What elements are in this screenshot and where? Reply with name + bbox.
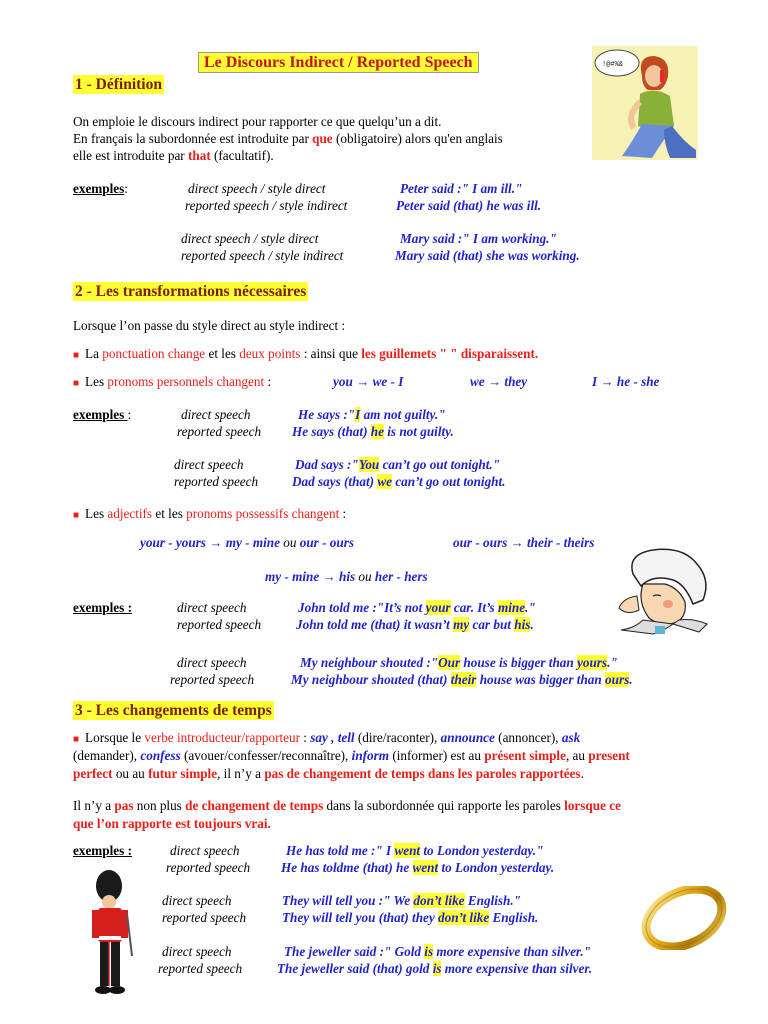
text: de changement de temps (185, 798, 324, 813)
s1-ex4-right: Mary said (that) she was working. (395, 248, 580, 263)
s2-ex3-left: direct speech (174, 457, 244, 472)
s1-ex1-right: Peter said :" I am ill." (400, 181, 523, 196)
s3-ex5-left: direct speech (162, 944, 232, 959)
s1-ex4-left: reported speech / style indirect (181, 248, 344, 263)
colon: : (127, 407, 132, 422)
highlight: I (355, 407, 361, 422)
highlight: their (450, 672, 477, 687)
highlight: mine (497, 600, 526, 615)
text: . (530, 617, 534, 632)
s2-ex4-left: reported speech (174, 474, 259, 489)
bullet-icon: ■ (73, 378, 80, 389)
s3-ex2-right (281, 860, 554, 875)
text: English. (489, 910, 539, 925)
s3-ex4-right (282, 910, 538, 925)
text: Les (85, 374, 108, 389)
text: (annoncer), (494, 730, 562, 745)
s3-ex6-left: reported speech (158, 961, 243, 976)
highlight: Our (438, 655, 461, 670)
text: her - hers (374, 569, 428, 584)
s3-ex2-left: reported speech (166, 860, 251, 875)
section-1-heading-text: 1 - Définition (75, 76, 162, 93)
s3-ex4-left: reported speech (162, 910, 247, 925)
examples-label: exemples (73, 181, 125, 196)
text: ou (358, 569, 372, 584)
text: lorsque ce (564, 798, 621, 813)
text: My neighbour shouted :" (300, 655, 439, 670)
highlight: went (394, 843, 421, 858)
s2-bullet-punctuation (73, 346, 538, 362)
highlight: yours (577, 655, 608, 670)
s3-p2-line1 (73, 798, 621, 813)
text: , il n’y a (217, 766, 265, 781)
text: to London yesterday." (420, 843, 544, 858)
gold-ring-illustration (640, 886, 730, 950)
text: pas (114, 798, 134, 813)
text: They will tell you (that) they (282, 910, 439, 925)
text: elle est introduite par (73, 148, 188, 163)
text: my - mine → his (265, 569, 356, 584)
possessive-row-2: our - ours → their - theirs (453, 535, 595, 550)
that-keyword: that (188, 148, 211, 163)
text: (avouer/confesser/reconnaître), (180, 748, 352, 763)
text: John told me :"It’s not (298, 600, 426, 615)
s3-p1-line3 (73, 766, 584, 781)
s2-ex8-right (291, 672, 633, 687)
text: He has told me :" I (286, 843, 395, 858)
text: English." (464, 893, 521, 908)
s2-ex5-right (298, 600, 536, 615)
s3-p1-line2 (73, 748, 630, 763)
text: : (264, 374, 272, 389)
text: can’t go out tonight. (392, 474, 506, 489)
s2-ex7-right (300, 655, 618, 670)
text: (dire/raconter), (354, 730, 441, 745)
text: They will tell you :" We (282, 893, 414, 908)
royal-guard-illustration (88, 870, 134, 1000)
s3-ex6-right (277, 961, 592, 976)
text: your - yours → my - mine (140, 535, 280, 550)
text: perfect (73, 766, 113, 781)
bullet-icon: ■ (73, 734, 80, 745)
s1-ex3-right: Mary said :" I am working." (400, 231, 557, 246)
s1-ex3-left: direct speech / style direct (181, 231, 319, 246)
shouting-man-illustration (613, 544, 713, 636)
s2-ex6-right (296, 617, 534, 632)
text: (demander), (73, 748, 141, 763)
text: our - ours (299, 535, 354, 550)
s3-examples-label (73, 843, 132, 858)
text: pas de changement de temps dans les paroles rapportées (264, 766, 581, 781)
section-1-heading (73, 76, 164, 94)
colon: : (124, 181, 128, 196)
highlight: your (425, 600, 451, 615)
text: et les (152, 506, 187, 521)
text: house is bigger than (460, 655, 578, 670)
highlight: is (432, 961, 442, 976)
text: John told me (that) it wasn’t (296, 617, 454, 632)
s1-paragraph-line2 (73, 131, 503, 146)
text: (facultatif). (210, 148, 274, 163)
section-3-heading (73, 702, 274, 720)
text: Les (85, 506, 108, 521)
text: ou au (112, 766, 149, 781)
text: présent simple (484, 748, 566, 763)
possessive-row-1 (140, 535, 354, 550)
text: : ainsi que (300, 346, 362, 361)
text: The jeweller said (that) gold (277, 961, 433, 976)
text: more expensive than silver. (441, 961, 593, 976)
possessive-row-3 (265, 569, 428, 584)
text: confess (140, 748, 181, 763)
s2-ex2-right (292, 424, 454, 439)
s3-ex5-right (284, 944, 591, 959)
highlight: we (377, 474, 393, 489)
highlight: his (514, 617, 531, 632)
s2-ex1-left: direct speech (181, 407, 251, 422)
text: am not guilty." (360, 407, 446, 422)
s1-examples-label (73, 181, 128, 196)
text: present (588, 748, 630, 763)
s2-bullet-pronouns (73, 374, 271, 390)
text: En français la subordonnée est introduite par (73, 131, 313, 146)
que-keyword: que (312, 131, 333, 146)
examples-label: exemples : (73, 843, 132, 858)
text: ." (525, 600, 536, 615)
text: : (339, 506, 347, 521)
examples-label: exemples (73, 407, 128, 422)
s2-ex3-right (295, 457, 500, 472)
text: verbe introducteur/rapporteur (144, 730, 300, 745)
text: to London yesterday. (438, 860, 555, 875)
highlight: don’t like (438, 910, 490, 925)
text: ask (561, 730, 581, 745)
s3-p2-line2 (73, 816, 271, 831)
page-title (198, 54, 479, 72)
woman-phone-illustration (592, 46, 698, 160)
pronoun-pair-2: we → they (470, 374, 528, 389)
text: , au (565, 748, 589, 763)
text: (obligatoire) alors qu'en anglais (332, 131, 503, 146)
bullet-icon: ■ (73, 350, 80, 361)
s3-p1-line1 (73, 730, 580, 746)
s2-ex4-right (292, 474, 505, 489)
pronoun-pair-1: you → we - I (333, 374, 404, 389)
highlight: my (453, 617, 470, 632)
text: car but (469, 617, 515, 632)
s2-intro: Lorsque l’on passe du style direct au style indirect : (73, 318, 346, 333)
text: que l’on rapporte est toujours vrai. (73, 816, 271, 831)
text: . (580, 766, 584, 781)
highlight: he (370, 424, 384, 439)
text: more expensive than silver." (433, 944, 591, 959)
bullet-icon: ■ (73, 510, 80, 521)
s2-ex2-left: reported speech (177, 424, 262, 439)
text: non plus (133, 798, 186, 813)
text: Lorsque le (85, 730, 145, 745)
s1-ex1-left: direct speech / style direct (188, 181, 326, 196)
text: Dad says (that) (292, 474, 378, 489)
highlight: went (412, 860, 439, 875)
highlight: You (358, 457, 380, 472)
text: : (300, 730, 311, 745)
highlight: don’t like (413, 893, 465, 908)
text: He has toldme (that) he (281, 860, 413, 875)
text: inform (351, 748, 390, 763)
text: dans la subordonnée qui rapporte les paroles (323, 798, 565, 813)
text: futur simple (148, 766, 218, 781)
text: Dad says :" (295, 457, 359, 472)
text: can’t go out tonight." (379, 457, 501, 472)
text: adjectifs (107, 506, 153, 521)
s1-ex2-right: Peter said (that) he was ill. (396, 198, 542, 213)
text: He says :" (298, 407, 356, 422)
highlight: ours (605, 672, 630, 687)
text: say , tell (310, 730, 355, 745)
text: ponctuation change (102, 346, 206, 361)
text: is not guilty. (383, 424, 454, 439)
text: car. It’s (450, 600, 498, 615)
s2-examples-label-2 (73, 600, 132, 615)
highlight: is (424, 944, 434, 959)
text: The jeweller said :" Gold (284, 944, 425, 959)
text: ou (283, 535, 297, 550)
s2-ex7-left: direct speech (177, 655, 247, 670)
section-2-heading-text: 2 - Les transformations nécessaires (75, 283, 307, 300)
text: . (629, 672, 633, 687)
text: les guillemets " " disparaissent. (361, 346, 539, 361)
page-title-text: Le Discours Indirect / Reported Speech (198, 52, 479, 73)
s3-ex1-left: direct speech (170, 843, 240, 858)
s2-ex1-right (298, 407, 446, 422)
text: He says (that) (292, 424, 371, 439)
s2-bullet-possessives (73, 506, 346, 522)
s2-examples-label (73, 407, 131, 422)
text: ." (607, 655, 618, 670)
text: My neighbour shouted (that) (291, 672, 451, 687)
section-3-heading-text: 3 - Les changements de temps (75, 702, 272, 719)
s2-ex5-left: direct speech (177, 600, 247, 615)
s2-ex8-left: reported speech (170, 672, 255, 687)
s2-ex6-left: reported speech (177, 617, 262, 632)
text: announce (440, 730, 495, 745)
s1-ex2-left: reported speech / style indirect (185, 198, 348, 213)
s3-ex3-left: direct speech (162, 893, 232, 908)
section-2-heading (73, 283, 308, 301)
text: et les (205, 346, 240, 361)
s3-ex1-right (286, 843, 543, 858)
svg-text:!@#%&: !@#%& (602, 61, 624, 69)
text: pronoms possessifs changent (186, 506, 340, 521)
text: La (85, 346, 103, 361)
text: deux points (239, 346, 301, 361)
text: Il n’y a (73, 798, 115, 813)
text: house was bigger than (476, 672, 606, 687)
text: (informer) est au (389, 748, 485, 763)
s3-ex3-right (282, 893, 521, 908)
examples-label: exemples : (73, 600, 132, 615)
text: pronoms personnels changent (107, 374, 265, 389)
s1-paragraph-line3 (73, 148, 274, 163)
s1-paragraph-line1: On emploie le discours indirect pour rapporter ce que quelqu’un a dit. (73, 114, 442, 129)
pronoun-pair-3: I → he - she (592, 374, 660, 389)
